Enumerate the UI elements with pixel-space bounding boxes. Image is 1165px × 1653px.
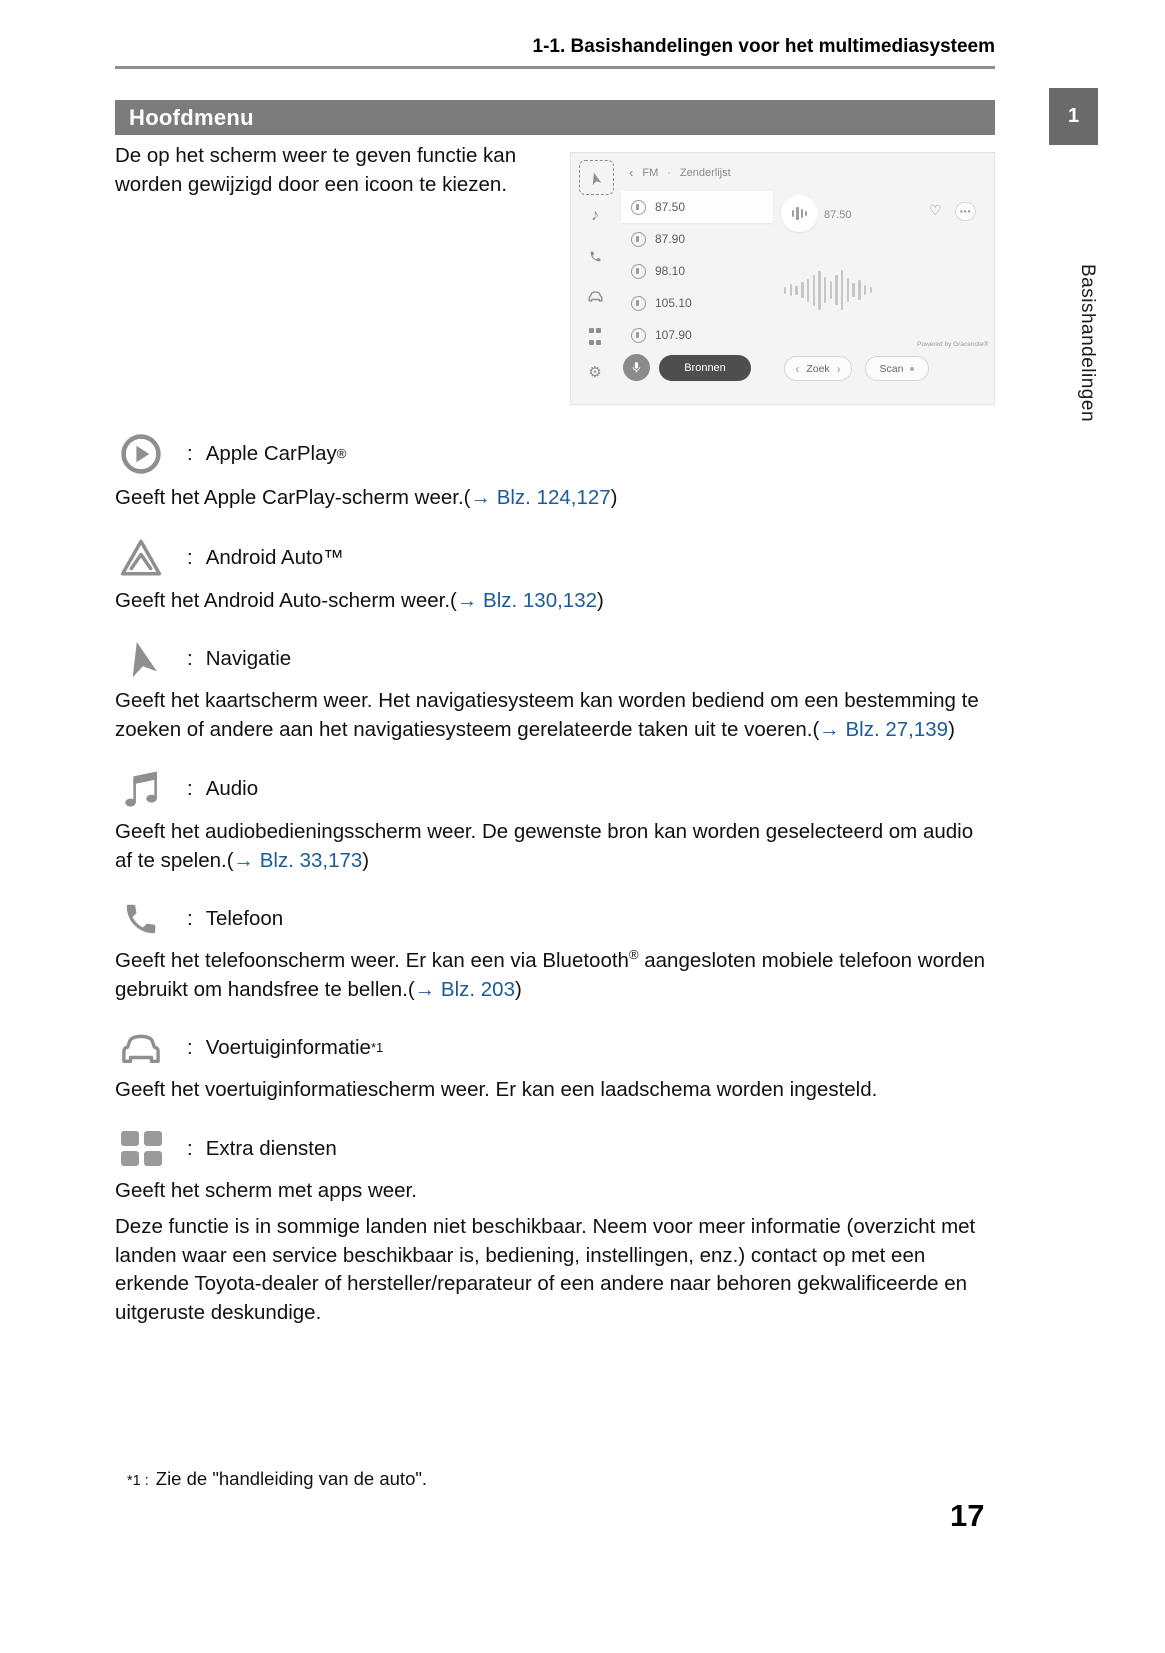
scan-dot-icon bbox=[910, 367, 914, 371]
station-row: 107.90 bbox=[621, 319, 773, 351]
extra-services-icon bbox=[115, 1129, 167, 1169]
chapter-number-tab bbox=[1049, 88, 1098, 145]
item-description: Geeft het Apple CarPlay-scherm weer.(→ Blz. 124,127) bbox=[115, 486, 618, 509]
chevron-right-icon: › bbox=[836, 361, 841, 376]
page-reference-link[interactable]: → Blz. 130,132 bbox=[456, 588, 598, 612]
list-title: Zenderlijst bbox=[679, 166, 731, 179]
item-description: Geeft het kaartscherm weer. Het navigatiesysteem kan worden bediend om een bestemming te zoeken of andere aan het navigatiesysteem gerelateerde taken uit te voeren.(→ Blz. 27,139) bbox=[115, 689, 979, 741]
footnote-marker: *1 : bbox=[127, 1473, 149, 1489]
android-auto-icon bbox=[115, 537, 167, 579]
station-icon bbox=[631, 232, 646, 247]
phone-icon bbox=[571, 245, 619, 267]
microphone-icon bbox=[623, 354, 650, 381]
menu-item-audio: : Audio Geeft het audiobedieningsscherm weer. De gewenste bron kan worden geselecteerd om audio af te spelen.(→ Blz. 33,173) bbox=[115, 768, 995, 875]
item-label: Telefoon bbox=[205, 907, 284, 930]
zoek-button: ‹ Zoek › bbox=[784, 356, 852, 381]
intro-text: De op het scherm weer te geven functie kan worden gewijzigd door een icoon te kiezen. bbox=[115, 144, 517, 196]
item-description: Geeft het telefoonscherm weer. Er kan een via Bluetooth® aangesloten mobiele telefoon worden gebruikt om handsfree te bellen.(→ Blz. 203) bbox=[115, 947, 986, 1001]
vehicle-icon bbox=[571, 285, 619, 307]
menu-item-apple-carplay: : Apple CarPlay ® Geeft het Apple CarPlay-scherm weer.(→ Blz. 124,127) bbox=[115, 432, 995, 513]
audio-icon bbox=[115, 768, 167, 810]
station-row: 87.50 bbox=[621, 191, 773, 223]
gear-icon: ⚙ bbox=[588, 364, 602, 381]
menu-item-navigatie: : Navigatie Geeft het kaartscherm weer. Het navigatiesysteem kan worden bediend om een bestemming te zoeken of andere aan het navigatiesysteem gerelateerde taken uit te voeren.(→ Blz. 27,139) bbox=[115, 639, 995, 744]
item-label: Voertuiginformatie bbox=[205, 1036, 371, 1059]
item-list bbox=[115, 432, 995, 1351]
item-label: Audio bbox=[205, 777, 259, 800]
section-title: Hoofdmenu bbox=[129, 105, 254, 130]
device-topbar bbox=[629, 165, 731, 180]
music-icon: ♪ bbox=[591, 207, 599, 224]
station-list bbox=[621, 191, 773, 351]
menu-item-extra-diensten: : Extra diensten Geeft het scherm met apps weer. Deze functie is in sommige landen niet beschikbaar. Neem voor meer informatie (overzicht met landen waar een service beschikbaar is, bediening, instellingen, enz.) contact op met een erkende Toyota-dealer of hersteller/reparateur of een andere naar behoren gekwalificeerde en uitgeruste deskundige. bbox=[115, 1129, 995, 1328]
bronnen-button: Bronnen bbox=[659, 355, 751, 381]
gracenote-credit: Powered by Gracenote® bbox=[917, 341, 989, 348]
station-icon bbox=[631, 264, 646, 279]
page-reference-link[interactable]: → Blz. 33,173 bbox=[233, 848, 363, 872]
station-row: 87.90 bbox=[621, 223, 773, 255]
navigation-icon bbox=[571, 165, 619, 191]
station-icon bbox=[631, 328, 646, 343]
station-icon bbox=[631, 200, 646, 215]
footnote-text: Zie de "handleiding van de auto". bbox=[155, 1468, 428, 1489]
chapter-number: 1 bbox=[1067, 105, 1080, 127]
item-label: Android Auto™ bbox=[205, 545, 344, 569]
header-rule bbox=[115, 66, 995, 69]
section-title-bar bbox=[115, 100, 995, 135]
item-description: Geeft het audiobedieningsscherm weer. De gewenste bron kan worden geselecteerd om audio af te spelen.(→ Blz. 33,173) bbox=[115, 820, 974, 872]
device-sidebar bbox=[571, 153, 619, 404]
station-icon bbox=[631, 296, 646, 311]
menu-item-voertuiginformatie: : Voertuiginformatie *1 Geeft het voertuiginformatiescherm weer. Er kan een laadschema worden ingesteld. bbox=[115, 1028, 995, 1105]
station-row: 105.10 bbox=[621, 287, 773, 319]
band-label: FM bbox=[642, 166, 659, 179]
navigation-icon bbox=[115, 639, 167, 679]
more-options-icon: ••• bbox=[955, 202, 976, 221]
item-label: Extra diensten bbox=[205, 1136, 337, 1160]
phone-icon bbox=[115, 899, 167, 939]
menu-item-telefoon: : Telefoon Geeft het telefoonscherm weer. Er kan een via Bluetooth® aangesloten mobiele telefoon worden gebruikt om handsfree te bellen.(→ Blz. 203) bbox=[115, 899, 995, 1004]
item-description: Geeft het voertuiginformatiescherm weer. Er kan een laadschema worden ingesteld. bbox=[115, 1078, 878, 1101]
station-row: 98.10 bbox=[621, 255, 773, 287]
item-label: Apple CarPlay bbox=[205, 442, 337, 465]
item-description: Geeft het scherm met apps weer. bbox=[115, 1178, 417, 1202]
apps-grid-icon bbox=[571, 325, 619, 347]
multimedia-screenshot bbox=[570, 152, 995, 405]
separator-dot: · bbox=[667, 166, 671, 179]
now-playing-icon bbox=[781, 195, 818, 232]
item-description: Geeft het Android Auto-scherm weer.(→ Blz. 130,132) bbox=[115, 588, 604, 612]
chevron-left-icon: ‹ bbox=[795, 361, 800, 376]
back-icon: ‹ bbox=[629, 165, 634, 180]
audio-waveform bbox=[784, 266, 872, 314]
now-playing-frequency: 87.50 bbox=[824, 209, 852, 221]
scan-button: Scan bbox=[865, 356, 929, 381]
item-label: Navigatie bbox=[205, 647, 292, 670]
chapter-header: 1-1. Basishandelingen voor het multimediasysteem bbox=[532, 36, 995, 57]
page-reference-link[interactable]: → Blz. 27,139 bbox=[819, 717, 949, 741]
footnote bbox=[127, 1468, 427, 1490]
page-reference-link[interactable]: → Blz. 124,127 bbox=[470, 486, 611, 509]
item-note: Deze functie is in sommige landen niet beschikbaar. Neem voor meer informatie (overzicht met landen waar een service beschikbaar is, bediening, instellingen, enz.) contact op met een erkende Toyota-dealer of hersteller/reparateur of een andere naar behoren gekwalificeerde en uitgeruste deskundige. bbox=[115, 1215, 976, 1324]
chapter-side-label: Basishandelingen bbox=[1077, 263, 1098, 422]
vehicle-info-icon bbox=[115, 1028, 167, 1068]
favorite-heart-icon: ♡ bbox=[929, 202, 942, 218]
page-reference-link[interactable]: → Blz. 203 bbox=[414, 977, 515, 1001]
page-number: 17 bbox=[950, 1498, 985, 1533]
apple-carplay-icon bbox=[115, 432, 167, 476]
menu-item-android-auto: : Android Auto™ Geeft het Android Auto-scherm weer.(→ Blz. 130,132) bbox=[115, 537, 995, 616]
